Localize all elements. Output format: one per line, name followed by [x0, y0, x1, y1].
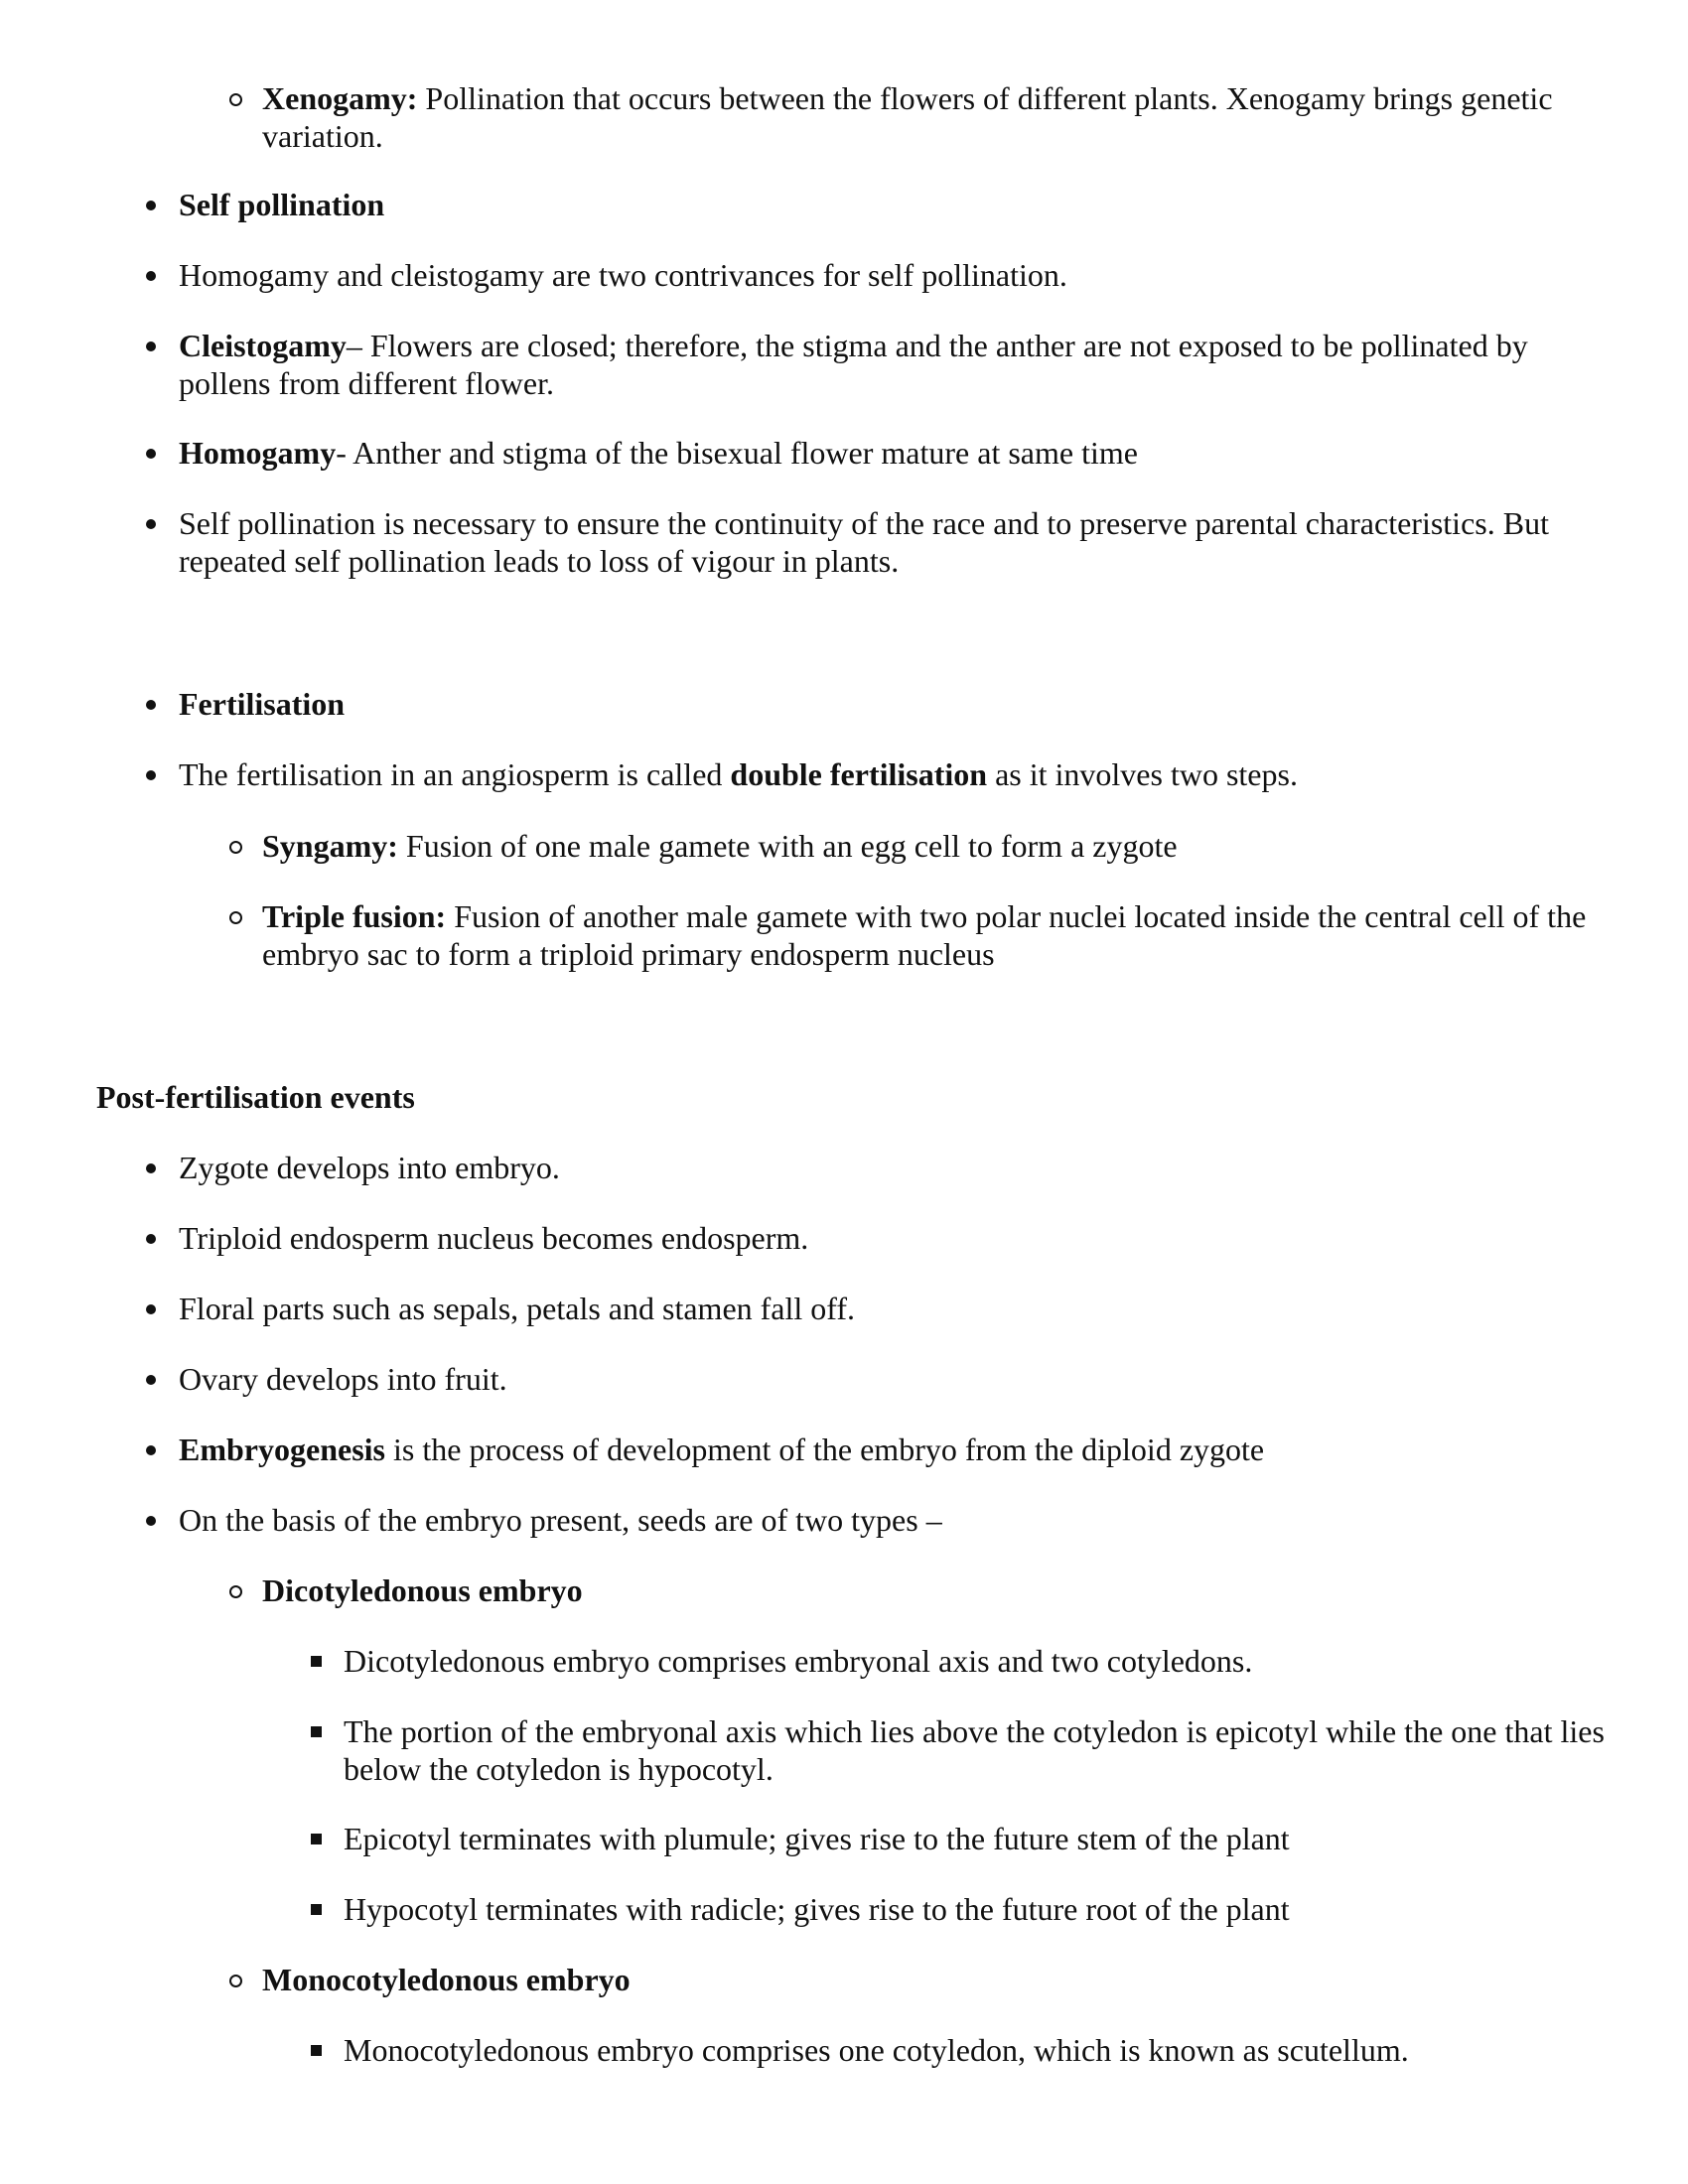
disc-bullet-icon [146, 341, 156, 351]
circle-bullet-icon [229, 1585, 242, 1598]
square-bullet-icon [311, 1656, 322, 1667]
item-text: Epicotyl terminates with plumule; gives rise to the future stem of the plant [344, 1821, 1290, 1856]
item-text: Pollination that occurs between the flowers of different plants. Xenogamy brings genetic variation. [262, 80, 1553, 154]
item-text: Dicotyledonous embryo comprises embryonal axis and two cotyledons. [344, 1643, 1253, 1679]
list-item-fertilisation [179, 685, 1609, 723]
item-text: - Anther and stigma of the bisexual flower mature at same time [336, 435, 1138, 471]
term-label: Xenogamy: [262, 80, 418, 116]
disc-bullet-icon [146, 519, 156, 529]
list-item-homogamy [179, 434, 1609, 472]
item-text: as it involves two steps. [987, 756, 1298, 792]
list-item-xenogamy [262, 79, 1613, 155]
disc-bullet-icon [146, 770, 156, 780]
item-text: Zygote develops into embryo. [179, 1150, 560, 1185]
term-label: Syngamy: [262, 828, 398, 864]
disc-bullet-icon [146, 1445, 156, 1455]
square-bullet-icon [311, 1834, 322, 1844]
item-text: Self pollination is necessary to ensure the continuity of the race and to preserve parental characteristics. But repeated self pollination leads to loss of vigour in plants. [179, 505, 1549, 579]
square-bullet-icon [311, 2045, 322, 2056]
disc-bullet-icon [146, 1163, 156, 1173]
disc-bullet-icon [146, 1304, 156, 1314]
square-bullet-icon [311, 1904, 322, 1915]
square-bullet-icon [311, 1726, 322, 1737]
item-text: Homogamy and cleistogamy are two contrivances for self pollination. [179, 257, 1067, 293]
list-item-scutellum [344, 2031, 1615, 2069]
list-item-contrivances [179, 256, 1609, 294]
list-item-cleistogamy [179, 327, 1609, 402]
list-item-embryogenesis [179, 1431, 1609, 1468]
list-item-seed-types [179, 1501, 1609, 1539]
term-label: Homogamy [179, 435, 337, 471]
list-item-syngamy [262, 827, 1613, 865]
disc-bullet-icon [146, 449, 156, 459]
term-label: Dicotyledonous embryo [262, 1572, 583, 1608]
term-label: Embryogenesis [179, 1432, 385, 1467]
circle-bullet-icon [229, 93, 242, 106]
list-item-dicotyledonous [262, 1571, 1613, 1609]
list-item-self-pollination-necessity [179, 504, 1609, 580]
circle-bullet-icon [229, 911, 242, 924]
item-text: Fusion of another male gamete with two polar nuclei located inside the central cell of the embryo sac to form a triploid primary endosperm nucleus [262, 898, 1587, 972]
disc-bullet-icon [146, 1375, 156, 1385]
item-text: Monocotyledonous embryo comprises one cotyledon, which is known as scutellum. [344, 2032, 1409, 2068]
item-text: Floral parts such as sepals, petals and stamen fall off. [179, 1291, 856, 1326]
disc-bullet-icon [146, 271, 156, 281]
list-item-zygote [179, 1149, 1609, 1186]
disc-bullet-icon [146, 201, 156, 210]
disc-bullet-icon [146, 1516, 156, 1526]
term-label: Self pollination [179, 187, 385, 222]
item-text: The portion of the embryonal axis which lies above the cotyledon is epicotyl while the one that lies below the cotyledon is hypocotyl. [344, 1713, 1605, 1787]
item-text: Fusion of one male gamete with an egg cell to form a zygote [397, 828, 1178, 864]
term-label: Fertilisation [179, 686, 346, 722]
item-text: The fertilisation in an angiosperm is called [179, 756, 731, 792]
list-item-epicotyl [344, 1820, 1615, 1857]
term-label: Triple fusion: [262, 898, 447, 934]
list-item-ovary [179, 1360, 1609, 1398]
item-text: Ovary develops into fruit. [179, 1361, 507, 1397]
list-item-hypocotyl [344, 1890, 1615, 1928]
list-item-dicot-axis [344, 1642, 1615, 1680]
item-text: Hypocotyl terminates with radicle; gives rise to the future root of the plant [344, 1891, 1290, 1927]
item-text: is the process of development of the embryo from the diploid zygote [385, 1432, 1265, 1467]
list-item-monocotyledonous [262, 1961, 1613, 1998]
term-label: Cleistogamy [179, 328, 347, 363]
list-item-epicotyl-hypocotyl [344, 1712, 1615, 1788]
list-item-double-fertilisation [179, 755, 1609, 793]
item-text: Triploid endosperm nucleus becomes endosperm. [179, 1220, 809, 1256]
term-label: Monocotyledonous embryo [262, 1962, 631, 1997]
term-label: double fertilisation [730, 756, 988, 792]
item-text: On the basis of the embryo present, seeds are of two types – [179, 1502, 942, 1538]
circle-bullet-icon [229, 1975, 242, 1987]
list-item-triple-fusion [262, 897, 1613, 973]
list-item-floral-parts [179, 1290, 1609, 1327]
list-item-self-pollination [179, 186, 1609, 223]
section-heading: Post-fertilisation events [96, 1079, 415, 1115]
list-item-endosperm [179, 1219, 1609, 1257]
disc-bullet-icon [146, 1234, 156, 1244]
item-text: – Flowers are closed; therefore, the stigma and the anther are not exposed to be pollinated by pollens from different flower. [179, 328, 1528, 401]
circle-bullet-icon [229, 841, 242, 854]
disc-bullet-icon [146, 700, 156, 710]
